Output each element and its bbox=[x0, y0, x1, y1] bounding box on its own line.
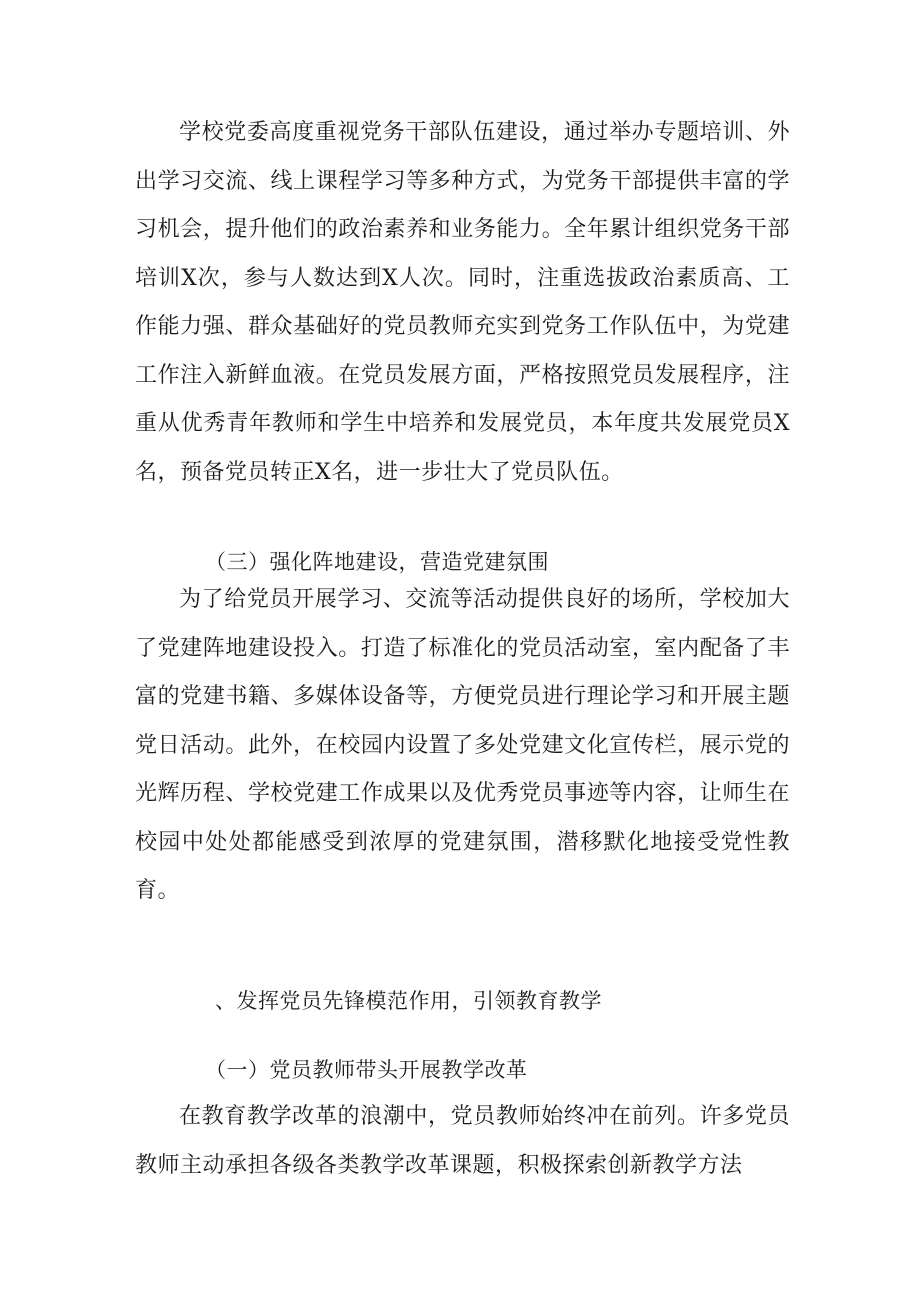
paragraph-position-building bbox=[135, 576, 790, 916]
subsection-heading-teaching-reform: （一）党员教师带头开展教学改革 bbox=[205, 1058, 528, 1082]
paragraph-teaching-reform bbox=[135, 1093, 790, 1190]
section-heading-vanguard-role: 、发挥党员先锋模范作用，引领教育教学 bbox=[215, 989, 602, 1013]
paragraph-text: 学校党委高度重视党务干部队伍建设，通过举办专题培训、外出学习交流、线上课程学习等多种方式，为党务干部提供丰富的学习机会，提升他们的政治素养和业务能力。全年累计组织党务干部培训X次，参与人数达到X人次。同时，注重选拔政治素质高、工作能力强、群众基础好的党员教师充实到党务工作队伍中，为党建工作注入新鲜血液。在党员发展方面，严格按照党员发展程序，注重从优秀青年教师和学生中培养和发展党员，本年度共发展党员X名，预备党员转正X名，进一步壮大了党员队伍。 bbox=[135, 120, 790, 485]
paragraph-text: 为了给党员开展学习、交流等活动提供良好的场所，学校加大了党建阵地建设投入。打造了标准化的党员活动室，室内配备了丰富的党建书籍、多媒体设备等，方便党员进行理论学习和开展主题党日活动。此外，在校园内设置了多处党建文化宣传栏，展示党的光辉历程、学校党建工作成果以及优秀党员事迹等内容，让师生在校园中处处都能感受到浓厚的党建氛围，潜移默化地接受党性教育。 bbox=[135, 587, 790, 903]
section-heading-position-building: （三）强化阵地建设，营造党建氛围 bbox=[205, 550, 549, 574]
paragraph-text: 在教育教学改革的浪潮中，党员教师始终冲在前列。许多党员教师主动承担各级各类教学改革课题，积极探索创新教学方法 bbox=[135, 1104, 790, 1178]
paragraph-party-cadre-training bbox=[135, 109, 790, 497]
